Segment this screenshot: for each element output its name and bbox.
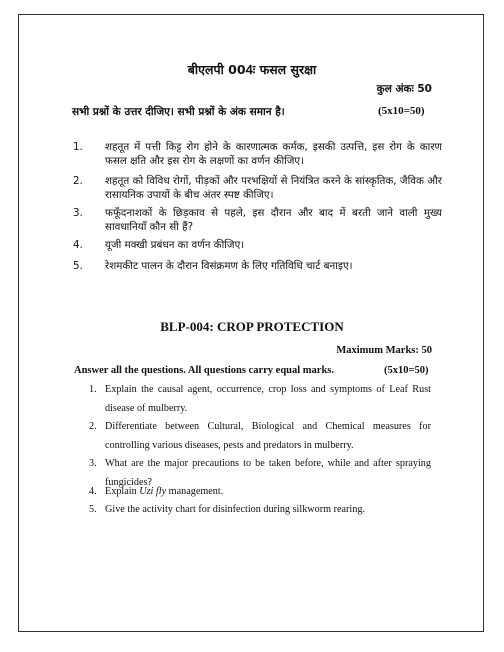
question-text: Give the activity chart for disinfection during silkworm rearing.: [105, 504, 365, 515]
question-text: Explain the causal agent, occurrence, crop loss and symptoms of Leaf Rust disease of mulberry.: [105, 384, 431, 414]
question-text-italic: Uzi fly: [139, 486, 167, 497]
english-instruction: Answer all the questions. All questions carry equal marks.: [74, 365, 334, 376]
question-number: 2.: [73, 175, 83, 187]
english-max-marks: Maximum Marks: 50: [336, 345, 432, 356]
question-text: [105, 483, 431, 502]
question-text: यूजी मक्खी प्रबंधन का वर्णन कीजिए।: [105, 239, 245, 251]
english-title: BLP-004: CROP PROTECTION: [160, 319, 344, 334]
question-number: 2.: [89, 421, 97, 432]
question-text-suffix: management.: [166, 486, 224, 497]
question-number: 3.: [89, 458, 97, 469]
question-number: 5.: [73, 260, 83, 272]
question-number: 1.: [89, 384, 97, 395]
question-text: Differentiate between Cultural, Biological and Chemical measures for controlling various diseases, pests and predators in mulberry.: [105, 421, 431, 451]
hindi-instruction: सभी प्रश्नों के उत्तर दीजिए। सभी प्रश्नों के अंक समान है।: [72, 106, 285, 118]
hindi-total-marks: कुल अंकः 50: [376, 83, 432, 95]
hindi-title: बीएलपी 004ः फसल सुरक्षा: [187, 62, 317, 77]
question-text: शहतूत को विविध रोगों, पीड़कों और परभक्षियों से नियंत्रित करने के सांस्कृतिक, जैविक और रासायनिक उपायों के बीच अंतर स्पष्ट कीजिए।: [105, 175, 442, 201]
question-number: 4.: [73, 239, 83, 251]
hindi-instruction-score: (5x10=50): [378, 105, 425, 117]
question-number: 3.: [73, 207, 83, 219]
question-number: 5.: [89, 504, 97, 515]
question-text-prefix: Explain: [105, 486, 140, 497]
question-text: रेशमकीट पालन के दौरान विसंक्रमण के लिए गतिविधि चार्ट बनाइए।: [105, 260, 353, 272]
question-text: फफूँदनाशकों के छिड़काव से पहले, इस दौरान और बाद में बरती जाने वाली मुख्य सावधानियाँ कौन सी हैं?: [105, 207, 442, 233]
question-text: What are the major precautions to be taken before, while and after spraying fungicides?: [105, 458, 431, 488]
question-number: 4.: [89, 486, 97, 497]
english-instruction-score: (5x10=50): [384, 365, 429, 376]
question-number: 1.: [73, 141, 83, 153]
question-text: शहतूत में पत्ती किट्ट रोग होने के कारणात्मक कर्मक, इसकी उत्पत्ति, इस रोग के कारण फसल क्षति और इस रोग के लक्षणों का वर्णन कीजिए।: [105, 141, 442, 167]
